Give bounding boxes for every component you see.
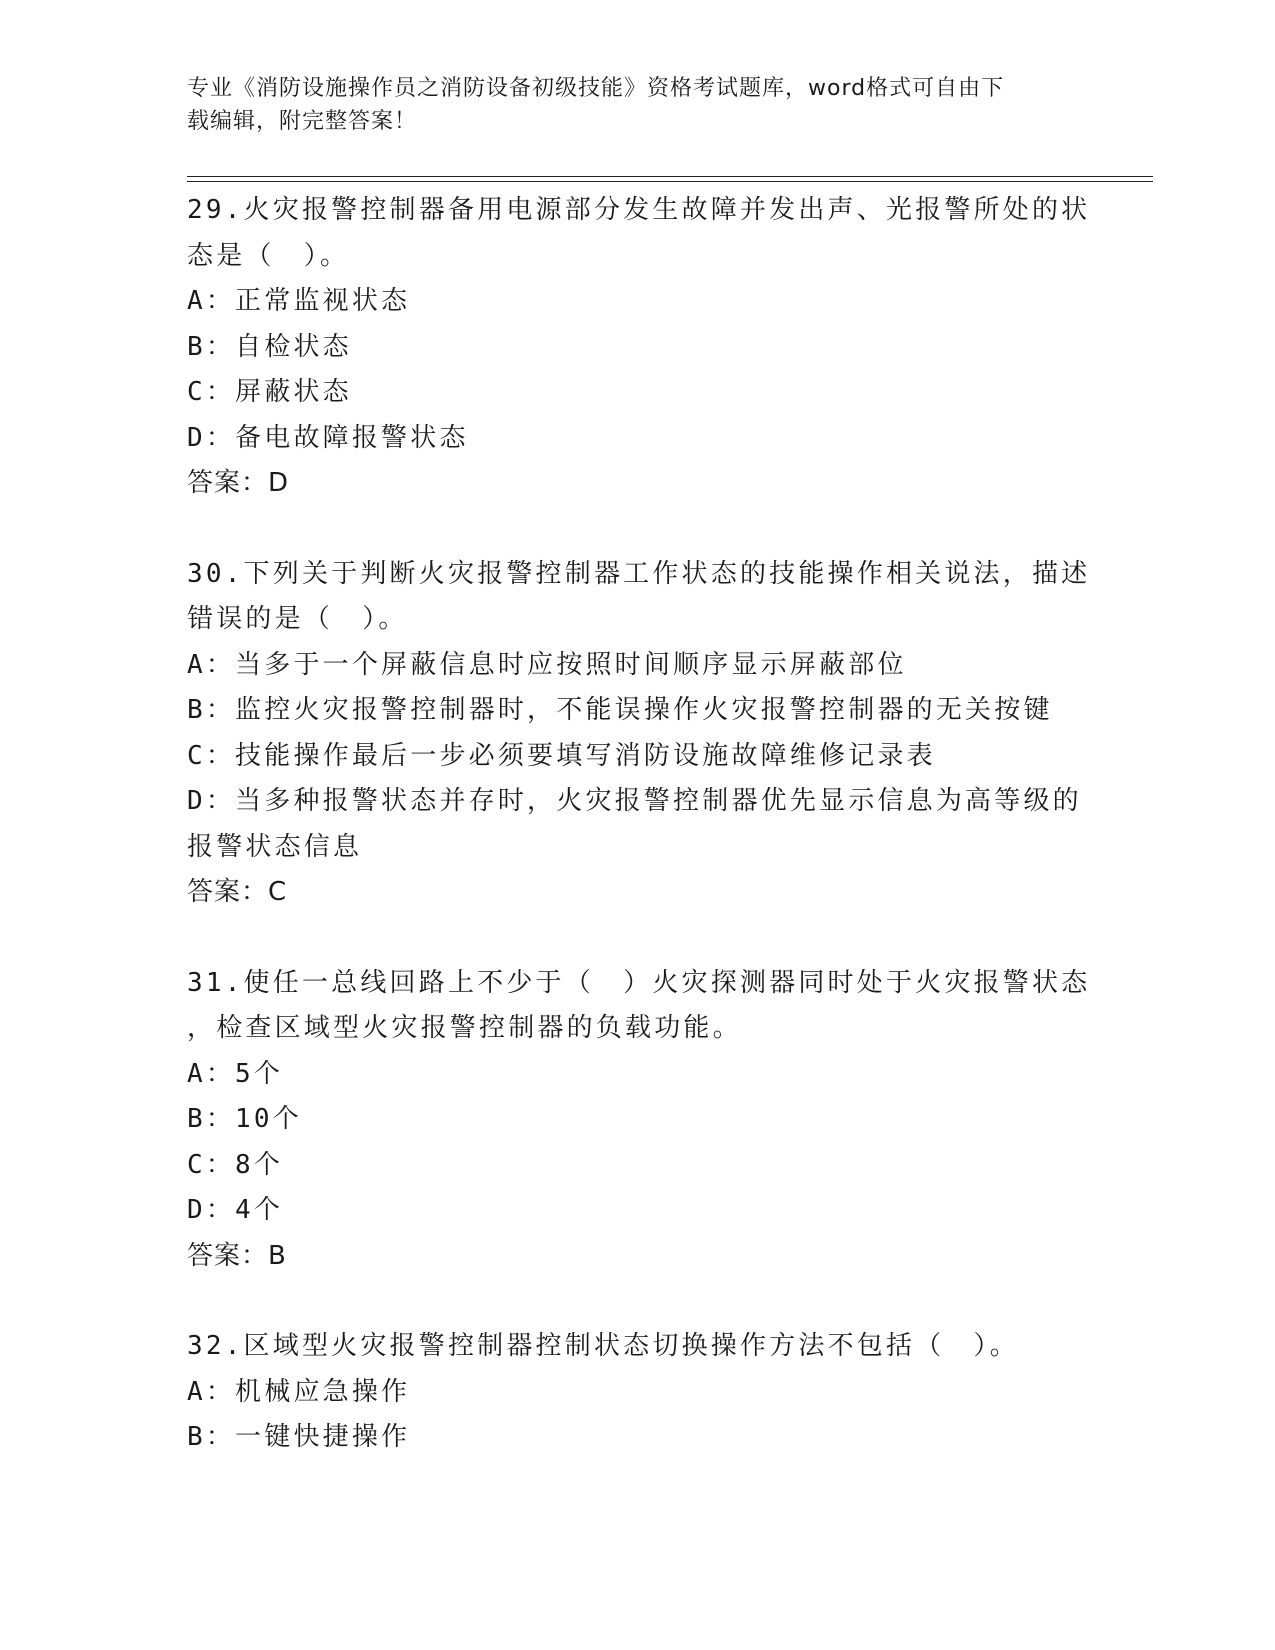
- question-stem: 30.下列关于判断火灾报警控制器工作状态的技能操作相关说法，描述: [187, 558, 1091, 589]
- question-30: [187, 552, 1091, 916]
- header-rule-top: [187, 176, 1153, 177]
- question-29: [187, 188, 1091, 507]
- answer-line: 答案：C: [187, 877, 288, 907]
- question-stem: 态是（ ）。: [187, 240, 350, 271]
- question-stem: 32.区域型火灾报警控制器控制状态切换操作方法不包括（ ）。: [187, 1331, 1019, 1361]
- option-c: C：屏蔽状态: [187, 377, 352, 407]
- option-b: B：自检状态: [187, 331, 352, 362]
- option-c: C：技能操作最后一步必须要填写消防设施故障维修记录表: [187, 740, 936, 771]
- header-line-2: 载编辑，附完整答案！: [187, 109, 418, 134]
- question-stem: 错误的是（ ）。: [187, 604, 408, 634]
- header-line-1: 专业《消防设施操作员之消防设备初级技能》资格考试题库，word格式可自由下: [187, 76, 1005, 101]
- option-a: A：正常监视状态: [187, 286, 411, 316]
- option-a: A：5个: [187, 1058, 284, 1089]
- option-b: B：10个: [187, 1104, 302, 1134]
- answer-line: 答案：B: [187, 1240, 287, 1271]
- option-d: D：当多种报警状态并存时，火灾报警控制器优先显示信息为高等级的: [187, 786, 1082, 816]
- option-d: D：备电故障报警状态: [187, 422, 469, 453]
- question-32: [187, 1324, 1077, 1461]
- question-stem: ，检查区域型火灾报警控制器的负载功能。: [187, 1013, 742, 1043]
- option-d: D：4个: [187, 1195, 284, 1225]
- question-stem: 29.火灾报警控制器备用电源部分发生故障并发出声、光报警所处的状: [187, 195, 1091, 225]
- option-b: B：一键快捷操作: [187, 1422, 411, 1452]
- header-rule-bottom: [187, 181, 1153, 182]
- option-a: A：当多于一个屏蔽信息时应按照时间顺序显示屏蔽部位: [187, 649, 907, 680]
- option-d-continued: 报警状态信息: [187, 831, 363, 862]
- option-c: C：8个: [187, 1149, 284, 1180]
- question-stem: 31.使任一总线回路上不少于（ ）火灾探测器同时处于火灾报警状态: [187, 967, 1091, 998]
- question-31: [187, 961, 1091, 1280]
- question-list: [187, 188, 1091, 1506]
- document-header: [187, 72, 1067, 138]
- answer-line: 答案：D: [187, 468, 290, 498]
- option-a: A：机械应急操作: [187, 1376, 411, 1407]
- option-b: B：监控火灾报警控制器时，不能误操作火灾报警控制器的无关按键: [187, 695, 1053, 725]
